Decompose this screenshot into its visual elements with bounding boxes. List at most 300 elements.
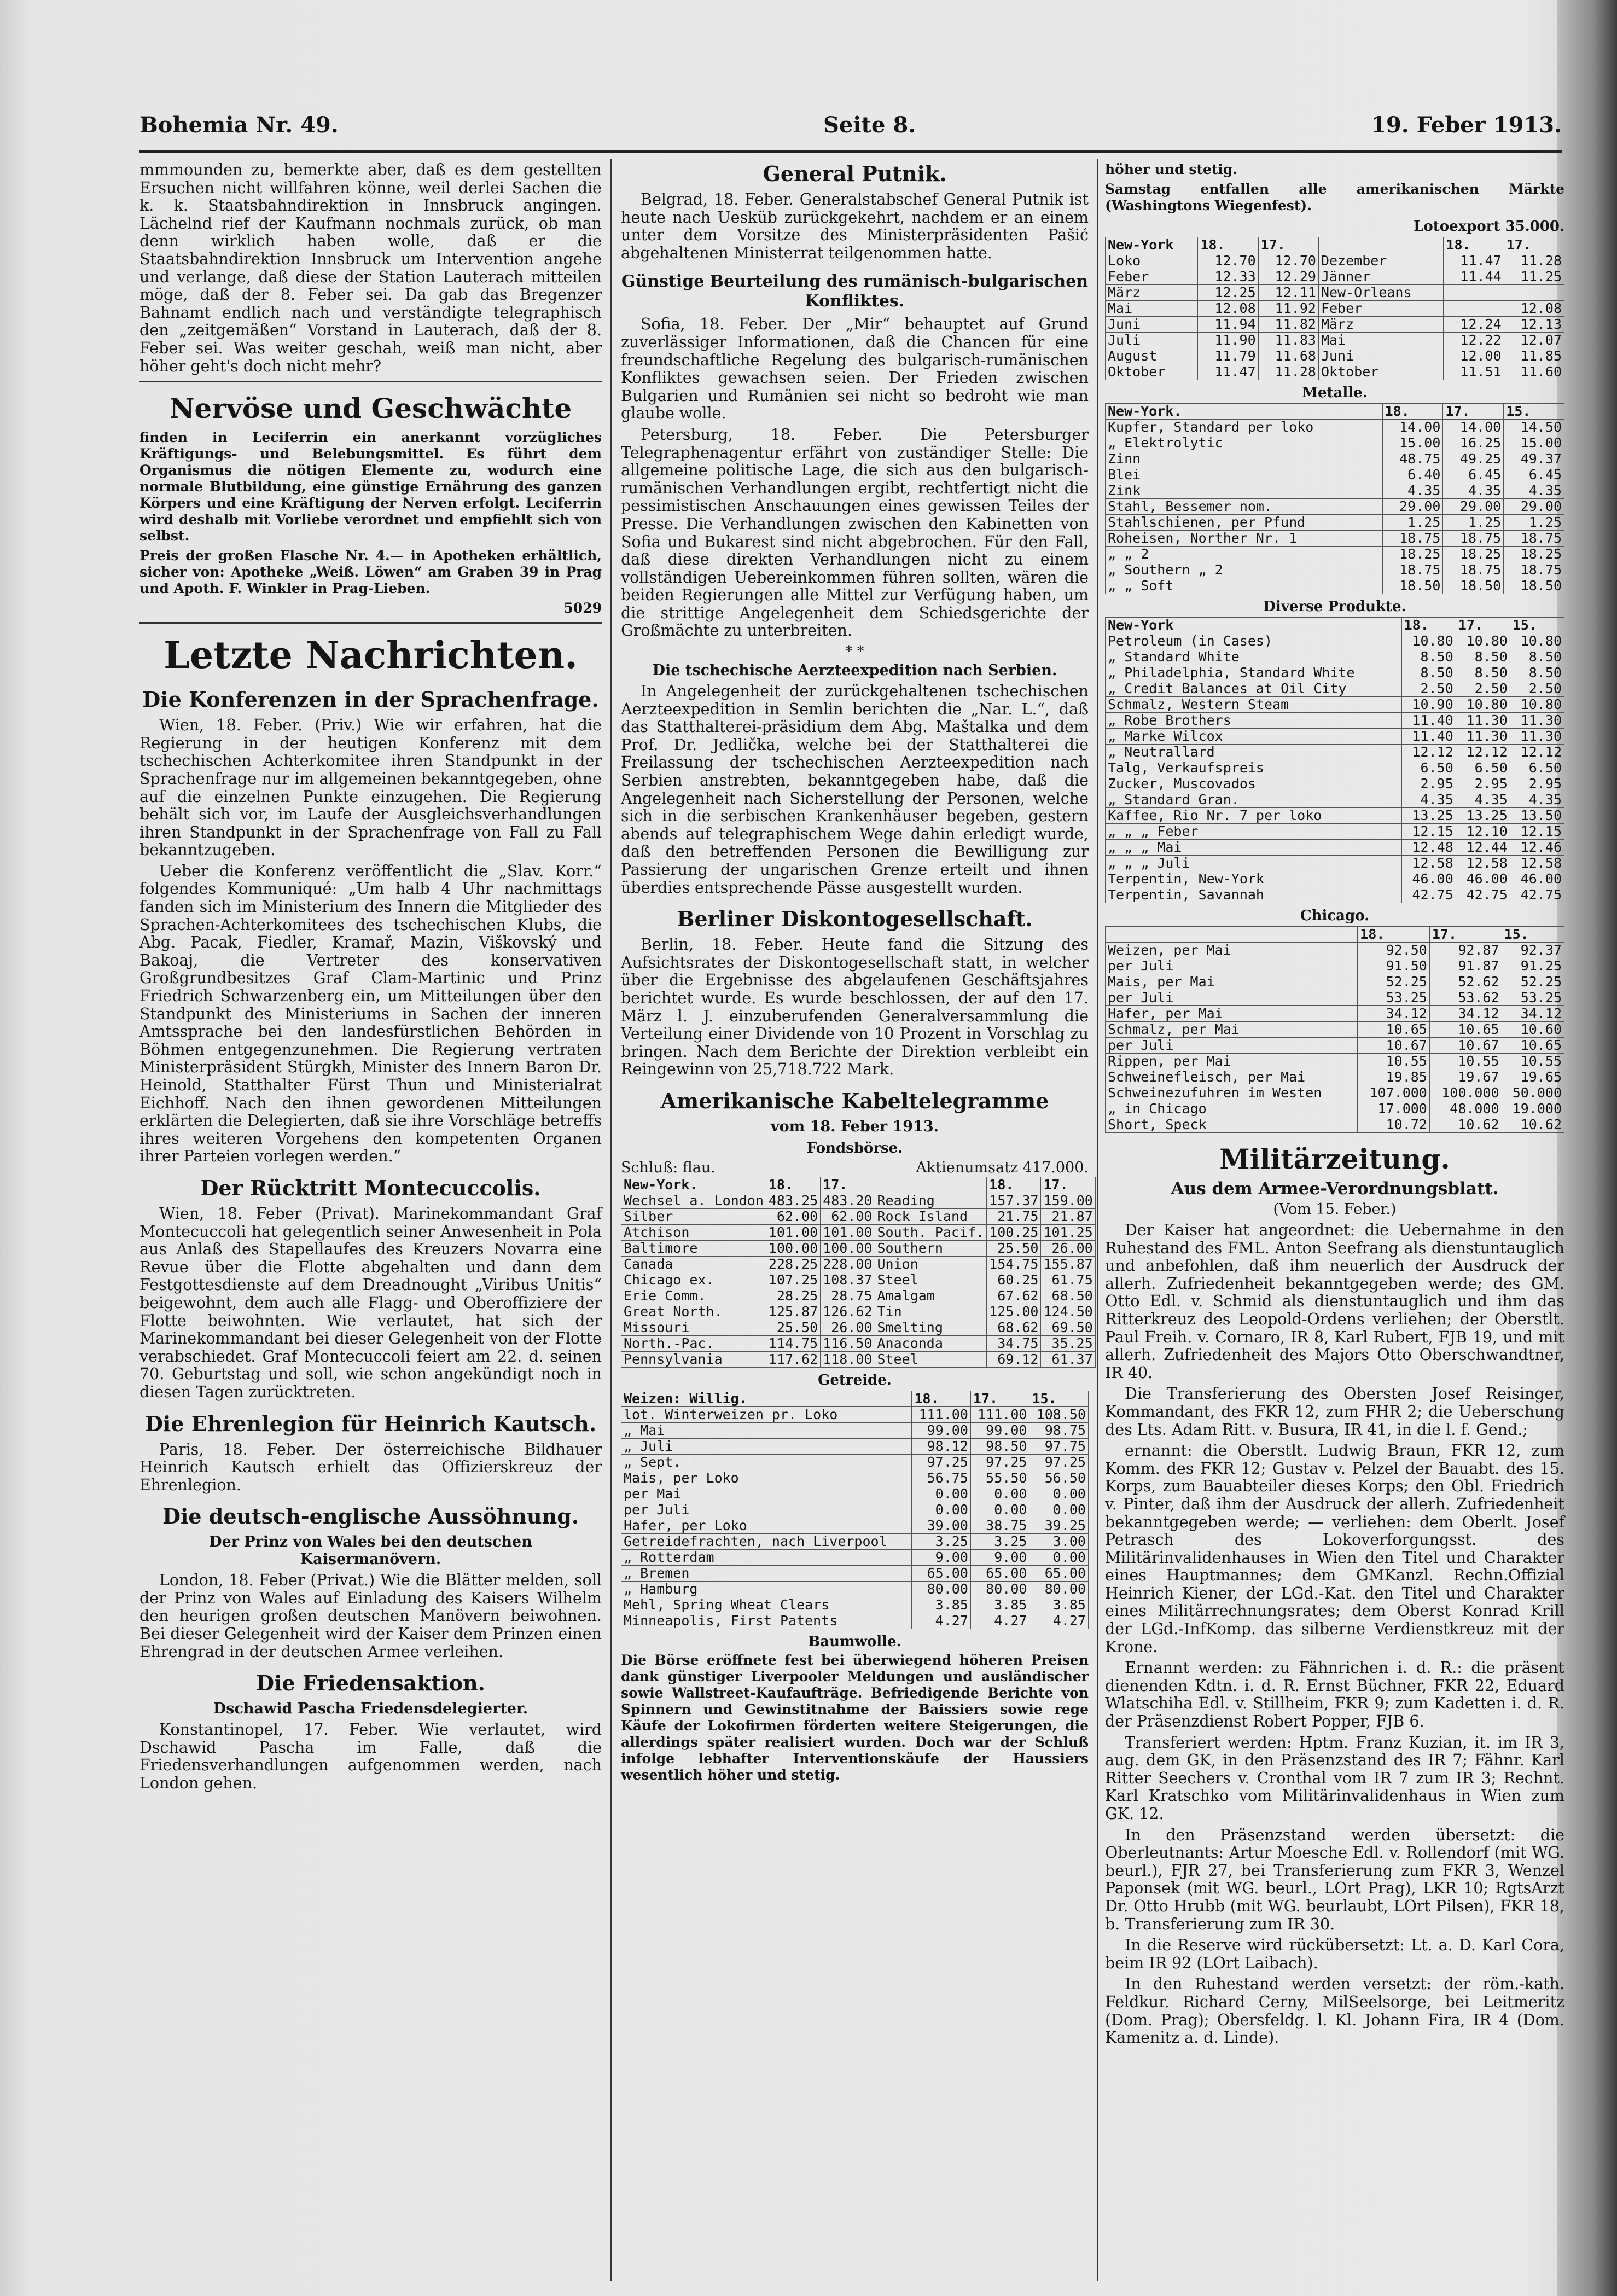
table-cell: 61.37	[1041, 1351, 1095, 1367]
table-cell: 125.00	[987, 1304, 1041, 1320]
table-header-cell: 17.	[970, 1391, 1029, 1406]
metalle-table	[1105, 403, 1564, 594]
article-title: Berliner Diskontogesellschaft.	[677, 906, 1033, 932]
table-header-cell: New-York	[1106, 237, 1198, 253]
table-row	[1106, 958, 1564, 974]
table-cell: Southern	[875, 1240, 987, 1256]
table-cell: „ Robe Brothers	[1106, 713, 1402, 729]
table-cell: 55.50	[970, 1470, 1029, 1486]
table-cell: 12.08	[1504, 301, 1564, 317]
table-cell: 48.75	[1382, 451, 1443, 467]
table-header-cell: 18.	[1382, 404, 1443, 420]
table-cell: 35.25	[1041, 1335, 1095, 1351]
table-cell: 154.75	[987, 1256, 1041, 1272]
table-cell: 42.75	[1510, 887, 1564, 903]
table-cell: 69.12	[987, 1351, 1041, 1367]
table-header-cell: 18.	[1198, 237, 1258, 253]
table-cell: Oktober	[1318, 364, 1443, 380]
table-row	[621, 1320, 1096, 1335]
table-cell: 39.25	[1029, 1518, 1089, 1533]
table-cell: 3.25	[912, 1533, 971, 1549]
table-cell: 29.00	[1382, 499, 1443, 515]
table-cell: 12.07	[1504, 333, 1564, 348]
table-cell: 52.25	[1358, 974, 1430, 990]
table-cell: 12.70	[1258, 253, 1318, 269]
table-row	[1106, 467, 1564, 483]
table-cell: „ „ 2	[1106, 547, 1383, 562]
table-row	[1106, 1101, 1564, 1117]
table-cell: 10.80	[1510, 633, 1564, 649]
article-paragraph: London, 18. Feber (Privat.) Wie die Blätter melden, soll der Prinz von Wales auf Einladung des Kaisers Wilhelm den heurigen großen deutschen Manövern beiwohnen. Bei dieser Gelegenheit wird der Kaiser dem Prinzen einen Ehrengrad in der deutschen Armee verleihen.	[139, 1571, 602, 1661]
table-cell: 12.58	[1401, 856, 1456, 871]
table-cell: Talg, Verkaufspreis	[1106, 760, 1402, 776]
table-header-row	[621, 1177, 1096, 1193]
table-cell: Jänner	[1318, 269, 1443, 285]
table-header-cell: 17.	[1258, 237, 1318, 253]
table-row	[1106, 578, 1564, 594]
article-title: Günstige Beurteilung des rumänisch-bulgarischen Konfliktes.	[621, 272, 1089, 311]
table-cell: 18.75	[1504, 531, 1564, 547]
table-cell: 2.50	[1401, 681, 1456, 697]
table-cell: 11.68	[1258, 348, 1318, 364]
table-cell: 10.80	[1456, 633, 1510, 649]
table-cell: „ Hamburg	[621, 1581, 912, 1597]
table-cell: 12.12	[1401, 745, 1456, 760]
table-cell: 4.27	[912, 1613, 971, 1629]
table-cell: 18.25	[1443, 547, 1504, 562]
table-cell: 12.58	[1510, 856, 1564, 871]
table-cell: 12.13	[1504, 317, 1564, 333]
table-row	[1106, 364, 1564, 380]
column-rule-2	[1097, 159, 1098, 2281]
table-cell: 13.25	[1456, 808, 1510, 824]
table-cell: „ Bremen	[621, 1565, 912, 1581]
table-row	[621, 1470, 1089, 1486]
table-cell: 19.85	[1358, 1069, 1430, 1085]
table-cell: Silber	[621, 1208, 766, 1224]
table-cell: Mais, per Mai	[1106, 974, 1358, 990]
table-cell: 483.25	[766, 1193, 820, 1208]
table-cell: 0.00	[1029, 1502, 1089, 1518]
table-cell: Steel	[875, 1272, 987, 1288]
table-cell: 10.55	[1429, 1054, 1502, 1069]
table-header-row	[621, 1391, 1089, 1406]
table-cell: 68.62	[987, 1320, 1041, 1335]
article-paragraph: Konstantinopel, 17. Feber. Wie verlautet, wird Dschawid Pascha im Falle, daß die Friedensverhandlungen aufgenommen werden, nach London gehen.	[139, 1720, 602, 1793]
table-row	[1106, 499, 1564, 515]
table-cell: 100.25	[987, 1224, 1041, 1240]
table-cell: 114.75	[766, 1335, 820, 1351]
table-header-cell: 18.	[766, 1177, 820, 1193]
table-cell: 11.83	[1258, 333, 1318, 348]
table-row	[621, 1502, 1089, 1518]
table-cell: 12.70	[1198, 253, 1258, 269]
table-cell: Feber	[1106, 269, 1198, 285]
table-cell: 124.50	[1041, 1304, 1095, 1320]
article-title: Amerikanische Kabeltelegramme	[660, 1088, 1049, 1113]
article-subtitle: Der Prinz von Wales bei den deutschen Kaisermanövern.	[209, 1533, 532, 1568]
table-cell: 46.00	[1510, 871, 1564, 887]
table-row	[1106, 760, 1564, 776]
table-cell: 14.50	[1504, 420, 1564, 435]
table-cell: Roheisen, Norther Nr. 1	[1106, 531, 1383, 547]
table-cell: Zink	[1106, 483, 1383, 499]
table-cell: 11.28	[1504, 253, 1564, 269]
table-cell: 8.50	[1510, 665, 1564, 681]
table-cell: 53.62	[1429, 990, 1502, 1006]
table-cell: Canada	[621, 1256, 766, 1272]
table-cell: 65.00	[1029, 1565, 1089, 1581]
table-row	[1106, 1022, 1564, 1038]
table-cell: 12.33	[1198, 269, 1258, 285]
article-title: Der Rücktritt Montecuccolis.	[200, 1175, 541, 1200]
table-row	[1106, 665, 1564, 681]
table-cell: 12.12	[1510, 745, 1564, 760]
table-row	[621, 1518, 1089, 1533]
table-cell: 483.20	[821, 1193, 875, 1208]
table-cell: 18.75	[1382, 531, 1443, 547]
table-cell: Anaconda	[875, 1335, 987, 1351]
table-cell: 1.25	[1382, 515, 1443, 531]
table-cell: 118.00	[821, 1351, 875, 1367]
table-cell: 3.00	[1029, 1533, 1089, 1549]
table-cell: 3.25	[970, 1533, 1029, 1549]
table-cell: 38.75	[970, 1518, 1029, 1533]
article-paragraph: In den Präsenzstand werden übersetzt: die Oberleutnants: Artur Moesche Edl. v. Rollendorf (mit WG. beurl.), FJR 27, bei Transferierung zum FKR 3, Wenzel Paponsek (mit WG. beurl., LOrt Prag), LKR 10; RgtsArzt Dr. Otto Hrubb (mit WG. beurlaubt, LOrt Pilsen), FKR 18, b. Transferierung zum IR 30.	[1105, 1826, 1564, 1933]
table-cell: 13.50	[1510, 808, 1564, 824]
table-cell: Juni	[1318, 348, 1443, 364]
table-row	[1106, 1069, 1564, 1085]
table-cell: 1.25	[1443, 515, 1504, 531]
table-cell: Stahl, Bessemer nom.	[1106, 499, 1383, 515]
table-cell: 4.35	[1443, 483, 1504, 499]
table-cell: 8.50	[1401, 665, 1456, 681]
table-cell: 3.85	[1029, 1597, 1089, 1613]
table-row	[621, 1256, 1096, 1272]
table-cell: 15.00	[1504, 435, 1564, 451]
table-cell: Mai	[1318, 333, 1443, 348]
table-cell: Baltimore	[621, 1240, 766, 1256]
table-cell: 6.50	[1456, 760, 1510, 776]
article-date: (Vom 15. Feber.)	[1273, 1201, 1397, 1218]
section-title: Letzte Nachrichten.	[164, 633, 578, 678]
table-row	[1106, 317, 1564, 333]
table-caption: Metalle.	[1302, 385, 1368, 401]
table-cell: „ Sept.	[621, 1454, 912, 1470]
table-cell	[1444, 301, 1504, 317]
table-cell	[1444, 285, 1504, 301]
table-cell: 4.35	[1382, 483, 1443, 499]
baumwolle-text: Die Börse eröffnete fest bei überwiegend höheren Preisen dank günstiger Liverpooler Meldungen und ausländischer sowie Wallstreet-Kaufaufträge. Befriedigende Berichte von Spinnern und Gewinstitnahme der Baissiers sowie rege Käufe der Lokofirmen förderten weitere Steigerungen, die allerdings später realisiert wurden. Doch war der Schluß infolge lebhafter Interventionskäufe der Haussiers wesentlich höher und stetig.	[621, 1652, 1089, 1783]
table-row	[1106, 1006, 1564, 1022]
table-row	[1106, 649, 1564, 665]
table-cell: 18.75	[1504, 562, 1564, 578]
article-paragraph: Belgrad, 18. Feber. Generalstabschef General Putnik ist heute nach Uesküb zurückgekehrt, nachdem er an einem unter dem Vorsitze des Ministerpräsidenten Pašić abgehaltenen Ministerrat teilgenommen hatte.	[621, 190, 1089, 262]
table-cell: Rippen, per Mai	[1106, 1054, 1358, 1069]
table-cell: 10.80	[1456, 697, 1510, 713]
table-cell: 10.60	[1502, 1022, 1564, 1038]
table-cell: New-Orleans	[1318, 285, 1443, 301]
table-cell: Oktober	[1106, 364, 1198, 380]
table-cell: 18.75	[1382, 562, 1443, 578]
table-header-cell: New-York.	[621, 1177, 766, 1193]
table-cell: 11.44	[1444, 269, 1504, 285]
table-cell: 9.00	[912, 1549, 971, 1565]
table-cell: 8.50	[1456, 649, 1510, 665]
table-cell: 97.25	[912, 1454, 971, 1470]
table-cell: 11.40	[1401, 713, 1456, 729]
table-cell: 60.25	[987, 1272, 1041, 1288]
table-cell: Weizen, per Mai	[1106, 943, 1358, 958]
table-cell: 10.55	[1502, 1054, 1564, 1069]
table-cell: per Juli	[1106, 1038, 1358, 1054]
table-cell: „ Mai	[621, 1422, 912, 1438]
table-cell: 11.25	[1504, 269, 1564, 285]
table-cell: Mehl, Spring Wheat Clears	[621, 1597, 912, 1613]
table-cell: 0.00	[1029, 1549, 1089, 1565]
table-cell: 91.87	[1429, 958, 1502, 974]
table-cell: 15.00	[1382, 435, 1443, 451]
table-row	[621, 1486, 1089, 1502]
table-row	[1106, 697, 1564, 713]
table-cell: 99.00	[970, 1422, 1029, 1438]
table-row	[1106, 745, 1564, 760]
table-cell: 10.55	[1358, 1054, 1430, 1069]
table-cell: Smelting	[875, 1320, 987, 1335]
table-row	[621, 1438, 1089, 1454]
table-header-cell: 18.	[912, 1391, 971, 1406]
table-row	[1106, 547, 1564, 562]
table-cell: Minneapolis, First Patents	[621, 1613, 912, 1629]
table-cell: 12.15	[1510, 824, 1564, 840]
header-rule	[139, 150, 1562, 153]
table-header-cell: 17.	[1456, 618, 1510, 633]
table-header-cell: Weizen: Willig.	[621, 1391, 912, 1406]
produkte-table	[1105, 617, 1564, 903]
table-cell: 12.08	[1198, 301, 1258, 317]
table-cell: 80.00	[970, 1581, 1029, 1597]
table-cell: 111.00	[970, 1406, 1029, 1422]
article-subtitle: Die tschechische Aerzteexpedition nach Serbien.	[652, 662, 1057, 679]
table-cell: „ in Chicago	[1106, 1101, 1358, 1117]
table-cell: März	[1318, 317, 1443, 333]
table-cell: 101.00	[821, 1224, 875, 1240]
table-cell: 12.10	[1456, 824, 1510, 840]
divider	[139, 381, 602, 382]
table-cell: 13.25	[1401, 808, 1456, 824]
table-cell: Amalgam	[875, 1288, 987, 1304]
table-cell: 12.46	[1510, 840, 1564, 856]
article-date: vom 18. Feber 1913.	[770, 1118, 939, 1135]
article-paragraph: Transferiert werden: Hptm. Franz Kuzian, it. im IR 3, aug. dem GK, in den Präsenzstand des IR 7; Fähnr. Karl Ritter Seechers v. Cronthal vom IR 7 zum IR 3; Rechnt. Karl Kratschko vom Militärinvalidenhaus in Wien zum GK. 12.	[1105, 1733, 1564, 1823]
table-cell: „ Credit Balances at Oil City	[1106, 681, 1402, 697]
table-cell: 52.62	[1429, 974, 1502, 990]
table-cell: 65.00	[970, 1565, 1029, 1581]
table-cell: „ Southern „ 2	[1106, 562, 1383, 578]
article-title: Militärzeitung.	[1219, 1143, 1450, 1175]
table-cell: 34.12	[1358, 1006, 1430, 1022]
table-cell: 19.65	[1502, 1069, 1564, 1085]
aktienumsatz: Aktienumsatz 417.000.	[916, 1159, 1089, 1176]
table-cell: Dezember	[1318, 253, 1443, 269]
table-header-cell: 15.	[1510, 618, 1564, 633]
table-cell: März	[1106, 285, 1198, 301]
table-cell: 3.85	[912, 1597, 971, 1613]
table-row	[621, 1454, 1089, 1470]
table-cell: „ „ „ Juli	[1106, 856, 1402, 871]
table-row	[1106, 990, 1564, 1006]
cotton-umsatz: Lotoexport 35.000.	[1414, 218, 1564, 235]
table-cell: 4.35	[1401, 792, 1456, 808]
table-cell: 12.24	[1444, 317, 1504, 333]
table-cell: 12.15	[1401, 824, 1456, 840]
table-cell: 53.25	[1502, 990, 1564, 1006]
table-cell: Rock Island	[875, 1208, 987, 1224]
table-cell: 92.37	[1502, 943, 1564, 958]
table-header-row	[1106, 404, 1564, 420]
table-cell: 11.30	[1456, 713, 1510, 729]
table-header-cell: 17.	[1041, 1177, 1095, 1193]
table-header-row	[1106, 237, 1564, 253]
table-cell: 10.80	[1510, 697, 1564, 713]
column-3	[1105, 161, 1564, 2284]
table-header-cell: 18.	[1358, 927, 1430, 943]
table-row	[1106, 776, 1564, 792]
table-cell: Schweinezufuhren im Westen	[1106, 1085, 1358, 1101]
table-cell: 12.44	[1456, 840, 1510, 856]
table-cell: 56.50	[1029, 1470, 1089, 1486]
table-cell: 0.00	[912, 1502, 971, 1518]
table-cell: 117.62	[766, 1351, 820, 1367]
table-header-cell: 18.	[1401, 618, 1456, 633]
table-cell: 11.30	[1510, 729, 1564, 745]
table-cell: 53.25	[1358, 990, 1430, 1006]
table-cell: 98.12	[912, 1438, 971, 1454]
table-cell: 11.60	[1504, 364, 1564, 380]
page-header	[139, 112, 1562, 150]
table-cell: 11.28	[1258, 364, 1318, 380]
table-cell: 34.75	[987, 1335, 1041, 1351]
table-row	[1106, 531, 1564, 547]
table-cell: 12.29	[1258, 269, 1318, 285]
table-row	[1106, 285, 1564, 301]
table-caption: Getreide.	[818, 1371, 892, 1388]
table-header-row	[1106, 927, 1564, 943]
table-cell: Kaffee, Rio Nr. 7 per loko	[1106, 808, 1402, 824]
article-paragraph: Sofia, 18. Feber. Der „Mir“ behauptet auf Grund zuverlässiger Informationen, daß die Chancen für eine freundschaftliche Regelung des bulgarisch-rumänischen Konfliktes gewachsen seien. Der Frieden zwischen Bulgarien und Rumänien sei nicht so bedroht wie man glaube wolle.	[621, 315, 1089, 423]
table-cell: 98.75	[1029, 1422, 1089, 1438]
table-header-cell: 17.	[821, 1177, 875, 1193]
table-cell: Wechsel a. London	[621, 1193, 766, 1208]
table-row	[1106, 269, 1564, 285]
article-subtitle: Aus dem Armee-Verordnungsblatt.	[1171, 1179, 1499, 1199]
table-cell: Terpentin, New-York	[1106, 871, 1402, 887]
table-cell: 100.000	[1429, 1085, 1502, 1101]
table-header-row	[1106, 618, 1564, 633]
table-header-cell: 18.	[987, 1177, 1041, 1193]
table-cell: 25.50	[987, 1240, 1041, 1256]
table-cell: Mais, per Loko	[621, 1470, 912, 1486]
table-header-cell: 15.	[1504, 404, 1564, 420]
table-cell: Schmalz, per Mai	[1106, 1022, 1358, 1038]
table-header-cell: New-York.	[1106, 404, 1383, 420]
table-cell: 18.25	[1382, 547, 1443, 562]
table-cell: 6.45	[1443, 467, 1504, 483]
table-cell: Union	[875, 1256, 987, 1272]
table-cell: 80.00	[1029, 1581, 1089, 1597]
table-cell: North.-Pac.	[621, 1335, 766, 1351]
table-cell: 8.50	[1456, 665, 1510, 681]
article-title: Die Konferenzen in der Sprachenfrage.	[142, 687, 599, 712]
table-cell: „ Rotterdam	[621, 1549, 912, 1565]
table-cell: 101.25	[1041, 1224, 1095, 1240]
article-title: Die deutsch-englische Aussöhnung.	[162, 1504, 579, 1529]
table-cell: 11.92	[1258, 301, 1318, 317]
table-cell: 21.87	[1041, 1208, 1095, 1224]
table-cell: 29.00	[1504, 499, 1564, 515]
table-cell: 4.35	[1456, 792, 1510, 808]
ad-code: 5029	[563, 600, 602, 617]
table-row	[621, 1613, 1089, 1629]
table-cell: 29.00	[1443, 499, 1504, 515]
table-row	[1106, 1054, 1564, 1069]
table-cell: per Mai	[621, 1486, 912, 1502]
table-header-cell	[1318, 237, 1443, 253]
table-header-cell	[875, 1177, 987, 1193]
table-row	[1106, 887, 1564, 903]
table-cell: Pennsylvania	[621, 1351, 766, 1367]
table-cell: 12.48	[1401, 840, 1456, 856]
table-row	[1106, 348, 1564, 364]
table-cell: 10.65	[1358, 1022, 1430, 1038]
table-cell: 6.45	[1504, 467, 1564, 483]
table-cell: 0.00	[1029, 1486, 1089, 1502]
intro-paragraph: mmmounden zu, bemerkte aber, daß es dem gestellten Ersuchen nicht willfahren könne, weil derlei Sachen die k. k. Staatsbahndirektion in Innsbruck angingen. Lächelnd rief der Kaufmann nochmals zurück, ob man denn wirklich haben wolle, daß er die Staatsbahndirektion Innsbruck um Intervention angehe und verlange, daß diese der Station Lauterach mitteilen möge, daß der 8. Feber sei. Da gab das Bregenzer Bahnamt endlich nach und verständigte telegraphisch den „zeitgemäßen“ Vorstand in Lauterach, daß der 8. Feber sei. Was weiter geschah, weiß man nicht, aber höher geht's doch nicht mehr?	[139, 161, 602, 375]
table-cell: 39.00	[912, 1518, 971, 1533]
table-cell: 10.65	[1502, 1038, 1564, 1054]
column-2	[621, 161, 1093, 2284]
table-cell: 25.50	[766, 1320, 820, 1335]
article-paragraph: Der Kaiser hat angeordnet: die Uebernahme in den Ruhestand des FML. Anton Seefrang als dienstuntauglich und anbefohlen, daß ihm neuerlich der Ausdruck der allerh. Zufriedenheit bekanntgegeben werde; des GM. Otto Edl. v. Schmid als dienstuntauglich und ihm das Ritterkreuz des Leopold-Ordens verliehen; der Oberstlt. Paul Freih. v. Cornaro, IR 8, Karl Rubert, FJB 19, und mit allerh. Zufriedenheit des Majors Otto Oberschwandtner, IR 40.	[1105, 1221, 1564, 1382]
table-cell: 12.22	[1444, 333, 1504, 348]
divider	[139, 622, 602, 624]
table-caption: Baumwolle.	[808, 1633, 901, 1650]
table-cell: 8.50	[1510, 649, 1564, 665]
table-cell: 11.90	[1198, 333, 1258, 348]
article-paragraph: Die Transferierung des Obersten Josef Reisinger, Kommandant, des FKR 12, zum FHR 2; die Ueberschung des Lts. Adam Ritt. v. Busura, IR 41, in die l. f. Gend.;	[1105, 1385, 1564, 1439]
header-center: Seite 8.	[823, 112, 916, 138]
table-cell: Mai	[1106, 301, 1198, 317]
table-cell: 228.25	[766, 1256, 820, 1272]
table-cell: 10.62	[1429, 1117, 1502, 1133]
table-row	[621, 1406, 1089, 1422]
table-cell: 108.50	[1029, 1406, 1089, 1422]
table-cell: 10.80	[1401, 633, 1456, 649]
table-cell: Terpentin, Savannah	[1106, 887, 1402, 903]
boerse-summary	[621, 1159, 1089, 1177]
advertisement	[139, 392, 602, 617]
separator-stars: * *	[845, 643, 864, 660]
table-cell: 68.50	[1041, 1288, 1095, 1304]
table-cell: „ „ „ Mai	[1106, 840, 1402, 856]
table-cell: 4.27	[1029, 1613, 1089, 1629]
table-cell: lot. Winterweizen pr. Loko	[621, 1406, 912, 1422]
table-cell: 98.50	[970, 1438, 1029, 1454]
table-cell: Hafer, per Mai	[1106, 1006, 1358, 1022]
table-cell: 80.00	[912, 1581, 971, 1597]
table-cell: Reading	[875, 1193, 987, 1208]
table-row	[1106, 515, 1564, 531]
